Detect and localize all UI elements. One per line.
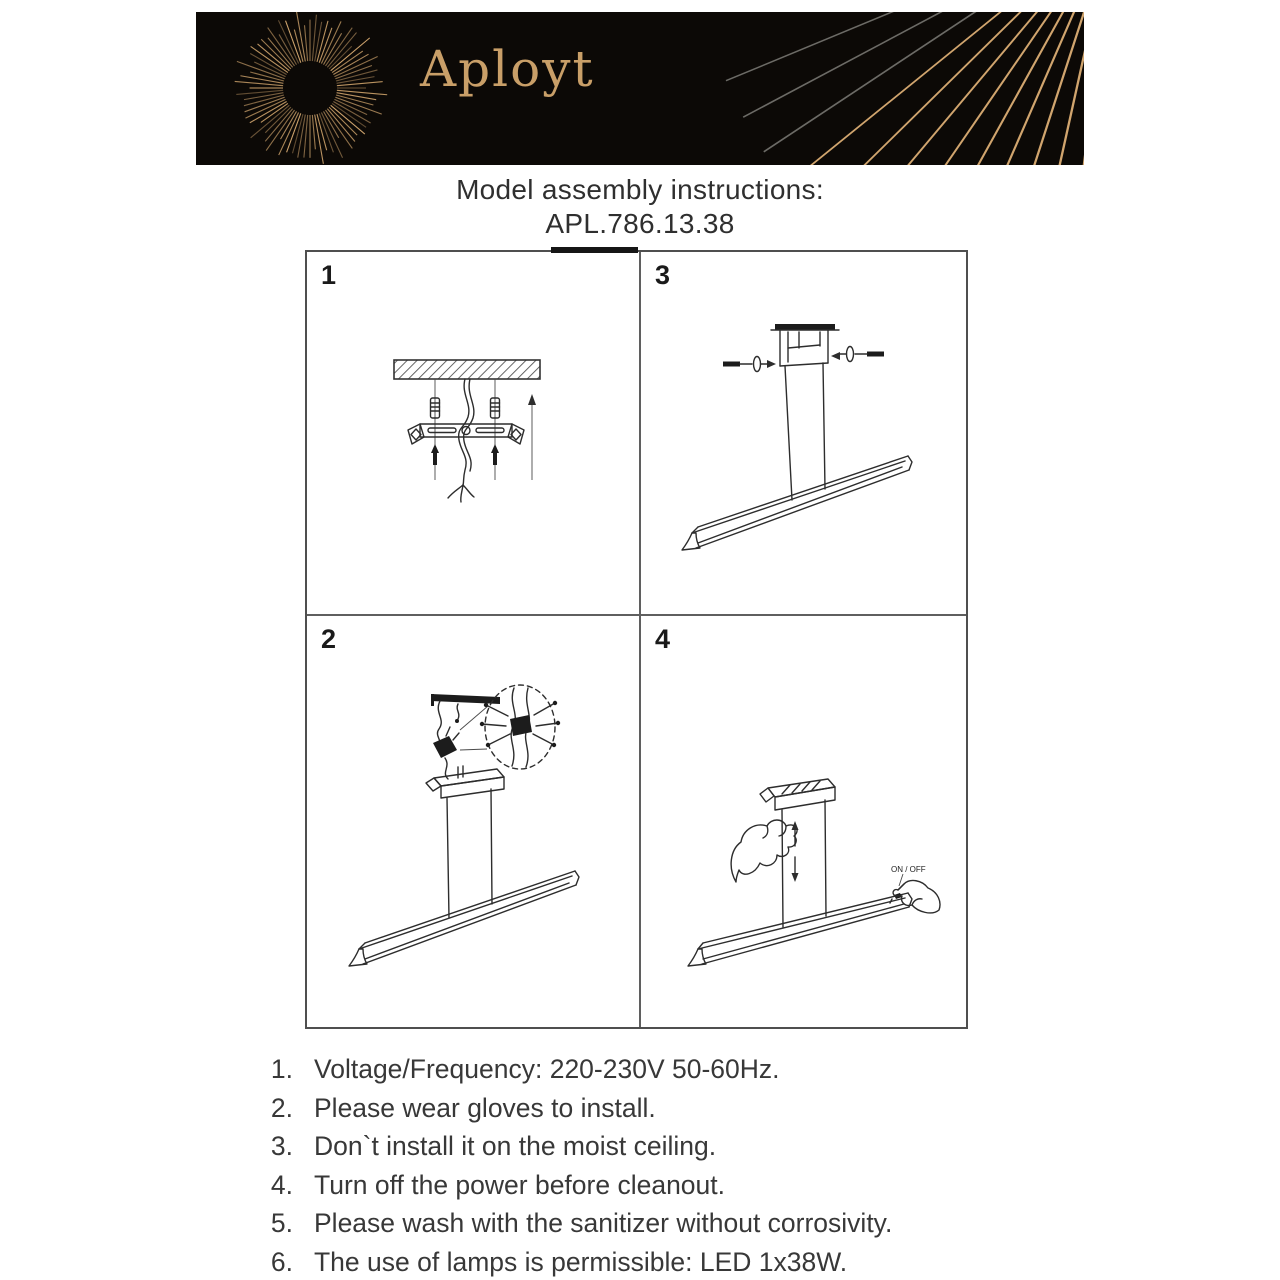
list-item bbox=[257, 1243, 892, 1280]
suspension-rod bbox=[447, 789, 492, 918]
list-item bbox=[257, 1166, 892, 1205]
panel-step-3 bbox=[641, 252, 966, 614]
page-title: Model assembly instructions: bbox=[456, 174, 824, 205]
step2-diagram-wire-connection bbox=[307, 616, 639, 1027]
brand-name: Aployt bbox=[420, 40, 595, 98]
list-item-number: 4. bbox=[270, 1169, 293, 1200]
brand-banner bbox=[196, 12, 1084, 165]
lamp-canopy bbox=[760, 779, 835, 810]
step1-diagram-ceiling-mounting bbox=[307, 252, 639, 614]
list-item bbox=[257, 1127, 892, 1166]
lamp-canopy bbox=[426, 766, 504, 798]
suspension-rod bbox=[782, 800, 826, 927]
ceiling-hatch bbox=[394, 360, 540, 379]
panel-step-4 bbox=[641, 616, 966, 1027]
grid-top-tab-mark bbox=[551, 247, 638, 253]
list-item-text: Don`t install it on the moist ceiling. bbox=[314, 1131, 717, 1161]
panel-number: 3 bbox=[655, 260, 671, 290]
ceiling-canopy bbox=[771, 324, 839, 366]
side-screw-icon bbox=[723, 347, 884, 372]
list-item-text: Please wear gloves to install. bbox=[314, 1092, 656, 1123]
list-item-text: Turn off the power before cleanout. bbox=[314, 1169, 726, 1200]
lamp-bar bbox=[688, 893, 912, 966]
panel-step-2 bbox=[307, 616, 639, 1027]
panel-number: 1 bbox=[321, 260, 337, 290]
step4-diagram-adjust-and-switch bbox=[641, 616, 966, 1027]
list-item-text: The use of lamps is permissible: LED 1x38W. bbox=[314, 1246, 848, 1277]
list-item bbox=[257, 1089, 892, 1128]
ray-fan-decor bbox=[259, 12, 1084, 165]
lamp-bar bbox=[349, 871, 579, 966]
adjusting-hand bbox=[731, 820, 797, 882]
diagram-grid bbox=[305, 250, 968, 1029]
list-item-number: 6. bbox=[270, 1246, 293, 1277]
suspension-rod bbox=[785, 363, 825, 500]
list-item bbox=[257, 1204, 892, 1243]
up-arrow-icon bbox=[528, 394, 536, 480]
panel-number: 2 bbox=[321, 624, 337, 654]
instruction-list bbox=[257, 1050, 892, 1280]
starburst-logo-icon bbox=[235, 12, 388, 164]
lamp-bar bbox=[682, 456, 912, 550]
step3-diagram-canopy-fixing bbox=[641, 252, 966, 614]
on-off-label: ON / OFF bbox=[891, 865, 926, 874]
list-item-number: 1. bbox=[270, 1054, 293, 1084]
list-item-text: Please wash with the sanitizer without corrosivity. bbox=[314, 1208, 893, 1238]
connection-wire bbox=[433, 701, 459, 779]
list-item-text: Voltage/Frequency: 220-230V 50-60Hz. bbox=[314, 1054, 780, 1084]
list-item-number: 3. bbox=[270, 1131, 293, 1161]
list-item-number: 2. bbox=[270, 1092, 293, 1123]
banner-decor bbox=[196, 12, 1084, 165]
panel-step-1 bbox=[307, 252, 639, 614]
wall-anchor-icon bbox=[431, 398, 500, 418]
list-item bbox=[257, 1050, 892, 1089]
panel-number: 4 bbox=[655, 624, 671, 654]
power-wire bbox=[448, 379, 474, 502]
mounting-bracket bbox=[408, 424, 524, 444]
list-item-number: 5. bbox=[270, 1208, 293, 1238]
model-number: APL.786.13.38 bbox=[545, 208, 735, 239]
